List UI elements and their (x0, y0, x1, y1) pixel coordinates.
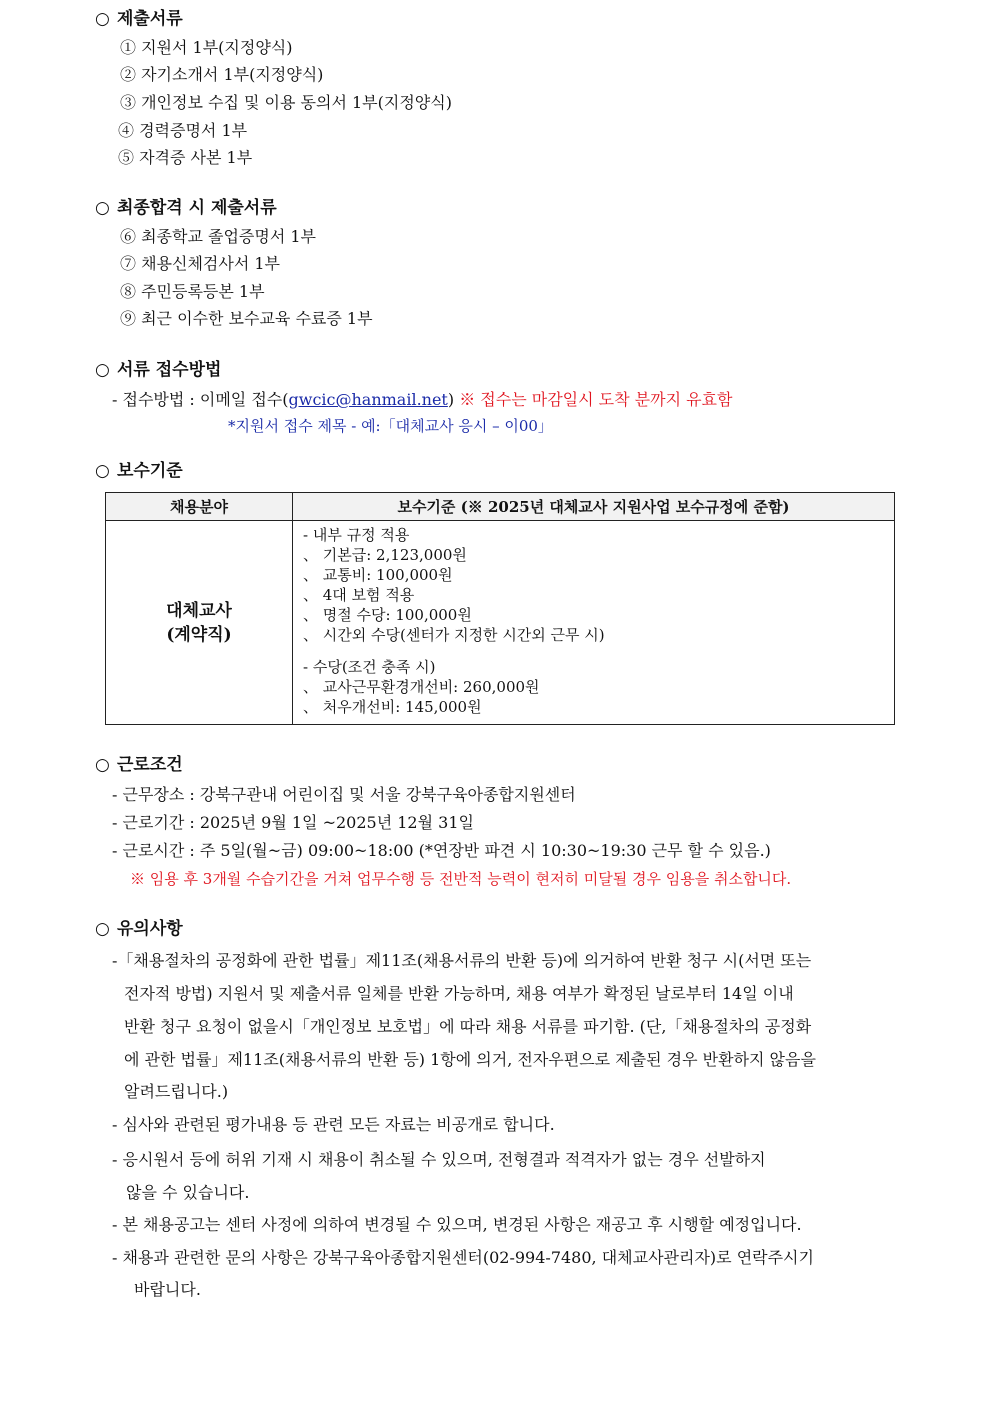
submit-doc-item: ⑤ 자격증 사본 1부 (118, 148, 253, 167)
pay-detail-line: 、 교통비: 100,000원 (303, 566, 453, 584)
circle-bullet-icon: ○ (95, 198, 110, 218)
email-link[interactable]: gwcic@hanmail.net (288, 390, 448, 409)
pay-detail-line: 、 4대 보험 적용 (303, 586, 415, 604)
notes-item: - 심사와 관련된 평가내용 등 관련 모든 자료는 비공개로 합니다. (112, 1115, 555, 1134)
receipt-method-line: - 접수방법 : 이메일 접수(gwcic@hanmail.net) ※ 접수는 마감일시 도착 분까지 유효함 (112, 390, 733, 409)
notes-item-continuation: 않을 수 있습니다. (126, 1183, 250, 1202)
pay-detail-line: 、 시간외 수당(센터가 지정한 시간외 근무 시) (303, 626, 605, 644)
pay-detail-line: - 수당(조건 충족 시) (303, 658, 436, 676)
pay-category-cell: 대체교사 (계약직) (106, 521, 293, 725)
circle-bullet-icon: ○ (95, 755, 110, 775)
circle-bullet-icon: ○ (95, 919, 110, 939)
pay-detail-line: 、 명절 수당: 100,000원 (303, 606, 472, 624)
condition-item: - 근무장소 : 강북구관내 어린이집 및 서울 강북구육아종합지원센터 (112, 785, 576, 804)
submit-doc-item: ② 자기소개서 1부(지정양식) (120, 65, 324, 84)
notes-item: - 본 채용공고는 센터 사정에 의하여 변경될 수 있으며, 변경된 사항은 재공고 후 시행할 예정입니다. (112, 1215, 802, 1234)
notes-paragraph-line: -「채용절차의 공정화에 관한 법률」제11조(채용서류의 반환 등)에 의거하여 반환 청구 시(서면 또는 (112, 951, 812, 970)
condition-item: - 근로기간 : 2025년 9월 1일 ~2025년 12월 31일 (112, 813, 474, 832)
section-title-pay: ○ 보수기준 (95, 461, 183, 481)
pay-table-header-field: 채용분야 (106, 493, 293, 521)
notes-paragraph-line: 에 관한 법률」제11조(채용서류의 반환 등) 1항에 의거, 전자우편으로 제출된 경우 반환하지 않음을 (124, 1050, 816, 1069)
notes-paragraph-line: 알려드립니다.) (124, 1082, 229, 1101)
pay-detail-line: - 내부 규정 적용 (303, 526, 410, 544)
final-doc-item: ⑥ 최종학교 졸업증명서 1부 (120, 227, 316, 246)
pay-table-row (106, 521, 895, 725)
section-title-conditions: ○ 근로조건 (95, 755, 183, 775)
section-title-final-docs: ○ 최종합격 시 제출서류 (95, 198, 277, 218)
pay-detail-cell (293, 521, 895, 725)
pay-table-header-row (106, 493, 895, 521)
section-title-notes: ○ 유의사항 (95, 919, 183, 939)
pay-table-header-standard: 보수기준 (※ 2025년 대체교사 지원사업 보수규정에 준함) (293, 493, 895, 521)
submit-doc-item: ① 지원서 1부(지정양식) (120, 38, 293, 57)
circle-bullet-icon: ○ (95, 360, 110, 380)
pay-detail-line: 、 기본급: 2,123,000원 (303, 546, 467, 564)
section-title-receipt: ○ 서류 접수방법 (95, 360, 222, 380)
section-title-submit-docs: ○ 제출서류 (95, 9, 183, 29)
deadline-note: ※ 접수는 마감일시 도착 분까지 유효함 (459, 390, 733, 409)
circle-bullet-icon: ○ (95, 461, 110, 481)
notes-item-continuation: 바랍니다. (134, 1280, 201, 1299)
final-doc-item: ⑨ 최근 이수한 보수교육 수료증 1부 (120, 309, 373, 328)
probation-warning: ※ 임용 후 3개월 수습기간을 거쳐 업무수행 등 전반적 능력이 현저히 미달될 경우 임용을 취소합니다. (130, 870, 792, 888)
pay-detail-line: 、 교사근무환경개선비: 260,000원 (303, 678, 540, 696)
subject-note: *지원서 접수 제목 - 예:「대체교사 응시 – 이00」 (228, 417, 553, 435)
notes-paragraph-line: 반환 청구 요청이 없을시「개인정보 보호법」에 따라 채용 서류를 파기함. (단,「채용절차의 공정화 (124, 1017, 812, 1036)
circle-bullet-icon: ○ (95, 9, 110, 29)
submit-doc-item: ③ 개인정보 수집 및 이용 동의서 1부(지정양식) (120, 93, 452, 112)
final-doc-item: ⑦ 채용신체검사서 1부 (120, 254, 280, 273)
pay-detail-line: 、 처우개선비: 145,000원 (303, 698, 482, 716)
notes-paragraph-line: 전자적 방법) 지원서 및 제출서류 일체를 반환 가능하며, 채용 여부가 확정된 날로부터 14일 이내 (124, 984, 794, 1003)
final-doc-item: ⑧ 주민등록등본 1부 (120, 282, 265, 301)
pay-table (105, 492, 895, 725)
submit-doc-item: ④ 경력증명서 1부 (118, 121, 248, 140)
condition-item: - 근로시간 : 주 5일(월~금) 09:00~18:00 (*연장반 파견 시 10:30~19:30 근무 할 수 있음.) (112, 841, 771, 860)
notes-item: - 채용과 관련한 문의 사항은 강북구육아종합지원센터(02-994-7480, 대체교사관리자)로 연락주시기 (112, 1248, 814, 1267)
notes-item: - 응시원서 등에 허위 기재 시 채용이 취소될 수 있으며, 전형결과 적격자가 없는 경우 선발하지 (112, 1150, 766, 1169)
